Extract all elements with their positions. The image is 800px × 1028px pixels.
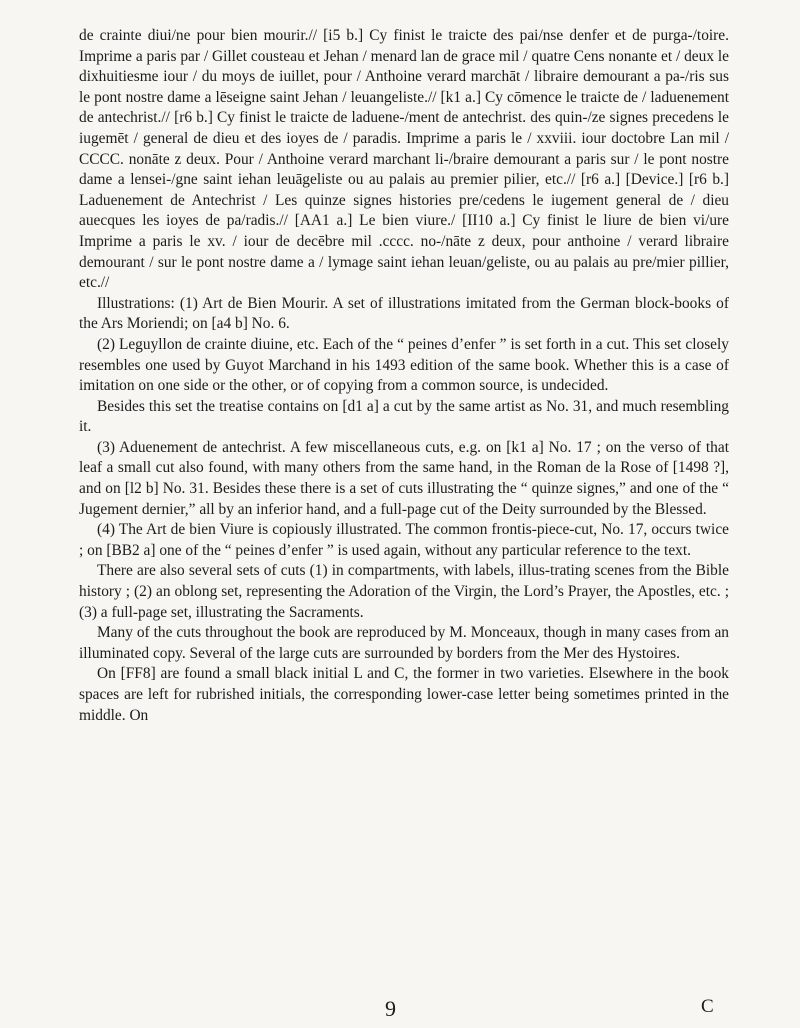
initials-paragraph: On [FF8] are found a small black initial L and C, the former in two varieties. Elsewhere in the book spaces are left for rubrished initials, the corresponding lower-case letter being sometimes printed in the middle. On [79,665,729,724]
illustration-2-paragraph: (2) Leguyllon de crainte diuine, etc. Each of the “ peines d’enfer ” is set forth in a cut. This set closely resembles one used by Guyot Marchand in his 1493 edition of the same book. Whether this is a case of imitation on one side or the other, or of copying from a common source, is undecided. [79,335,729,395]
page-footer [0,996,800,1020]
body-text [79,26,729,726]
illustrations-paragraph: Illustrations: (1) Art de Bien Mourir. A set of illustrations imitated from the German block-books of the Ars Moriendi; on [a4 b] No. 6. [79,294,729,333]
signature-mark: C [701,996,714,1017]
monceaux-paragraph: Many of the cuts throughout the book are reproduced by M. Monceaux, though in many cases from an illuminated copy. Several of the large cuts are surrounded by borders from the Mer des Hystoires. [79,624,729,662]
page-number: 9 [385,996,396,1021]
illustration-4-paragraph: (4) The Art de bien Viure is copiously illustrated. The common frontis-piece-cut, No. 17, occurs twice ; on [BB2 a] one of the “ peines d’enfer ” is used again, without any particular reference to the text. [79,521,729,559]
colophon-paragraph: de crainte diui/ne pour bien mourir.// [i5 b.] Cy finist le traicte des pai/nse denfer et de purga-/toire. Imprime a paris par / Gillet cousteau et Jehan / menard lan de grace mil / quatre Cens nonante et / deux le dixhuitiesme iour / du moys de iuillet, pour / Anthoine verard marchāt / libraire demourant a pa-/ris sus le pont nostre dame a lēseigne saint Jehan / leuangeliste.// [k1 a.] Cy cōmence le traicte de / laduenement de antechrist.// [r6 b.] Cy finist le traicte de laduene-/ment de antechrist. des quin-/ze signes precedens le iugemēt / general de dieu et des ioyes de / paradis. Imprime a paris le / xxviii. iour doctobre Lan mil / CCCC. nonāte z deux. Pour / Anthoine verard marchant li-/braire demourant a paris sur / le pont nostre dame a lensei-/gne saint iehan leuāgeliste ou au palais au premier pilier, etc.// [r6 a.] [Device.] [r6 b.] Laduenement de Antechrist / Les quinze signes histories pre/cedens le iugement general de / dieu auecques les ioyes de pa/radis.// [AA1 a.] Le bien viure./ [II10 a.] Cy finist le liure de bien vi/ure Imprime a paris le xv. / iour de decēbre mil .cccc. no-/nāte z deux, pour anthoine / verard libraire demourant / sur le pont nostre dame a / lymage saint iehan leuan/geliste, ou au palais au pre/mier pillier, etc.// [79,27,729,292]
illustration-3-paragraph: (3) Aduenement de antechrist. A few miscellaneous cuts, e.g. on [k1 a] No. 17 ; on the verso of that leaf a small cut also found, with many others from the same hand, in the Roman de la Rose of [1498 ?], and on [l2 b] No. 31. Besides these there is a set of cuts illustrating the “ quinze signes,” and one of the “ Jugement dernier,” all by an inferior hand, and a full-page cut of the Deity surrounded by the Blessed. [79,438,729,518]
besides-paragraph: Besides this set the treatise contains on [d1 a] a cut by the same artist as No. 31, and much resembling it. [79,397,729,436]
several-sets-paragraph: There are also several sets of cuts (1) in compartments, with labels, illus-trating scenes from the Bible history ; (2) an oblong set, representing the Adoration of the Virgin, the Lord’s Prayer, the Apostles, etc. ; (3) a full-page set, illustrating the Sacraments. [79,562,729,621]
